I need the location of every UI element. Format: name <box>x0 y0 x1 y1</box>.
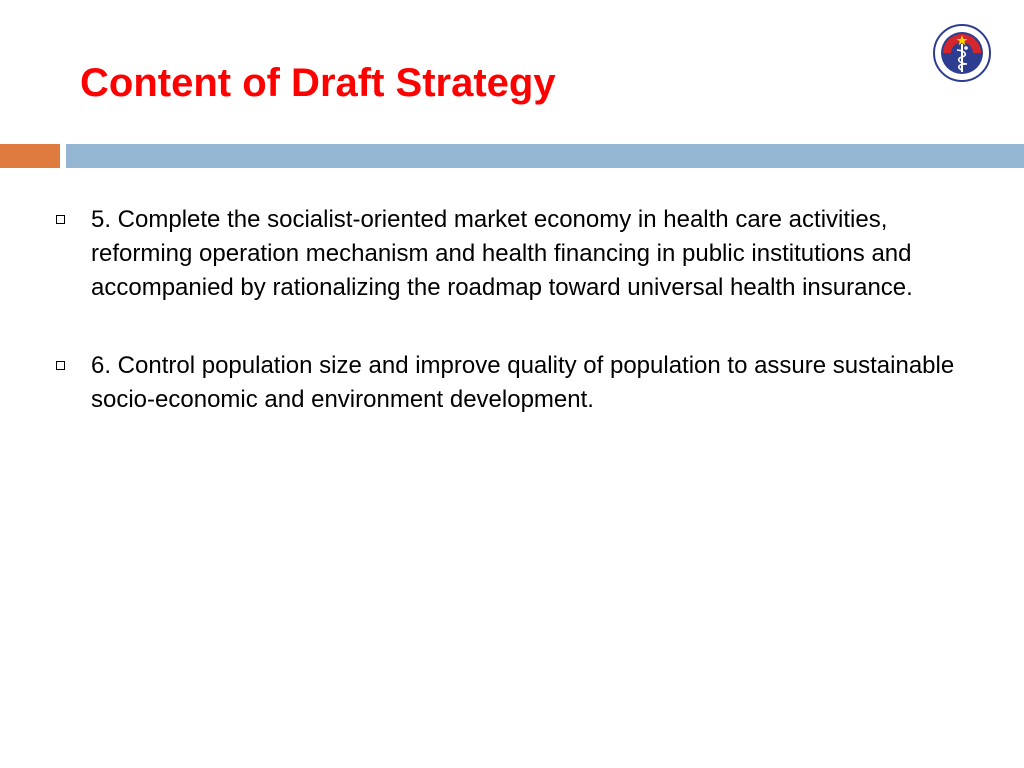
bullet-list <box>56 203 976 461</box>
bullet-item <box>56 349 976 417</box>
slide-title: Content of Draft Strategy <box>80 61 556 105</box>
bullet-text: 5. Complete the socialist-oriented market economy in health care activities, reforming operation mechanism and health financing in public institutions and accompanied by rationalizing the roadmap toward universal health insurance. <box>91 206 913 301</box>
bullet-text: 6. Control population size and improve quality of population to assure sustainable socio-economic and environment development. <box>91 352 955 413</box>
square-bullet-icon <box>56 361 65 370</box>
ministry-of-health-seal-icon <box>933 24 991 82</box>
square-bullet-icon <box>56 215 65 224</box>
accent-bar-blue <box>66 144 1024 168</box>
accent-bar-orange <box>0 144 60 168</box>
bullet-item <box>56 203 976 305</box>
